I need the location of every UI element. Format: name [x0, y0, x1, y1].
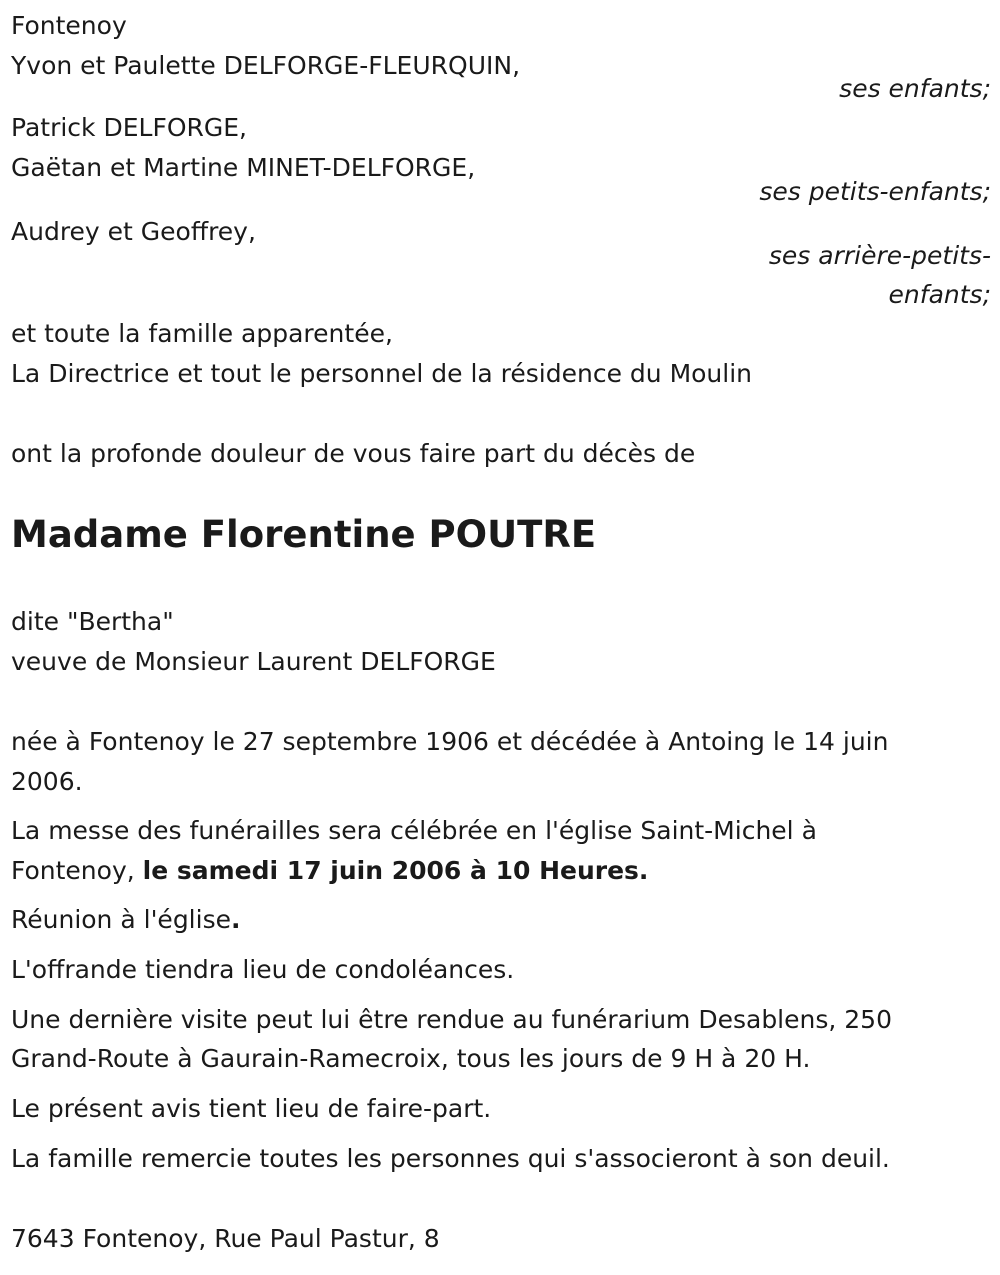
meeting-line: [11, 900, 240, 940]
family-address: 7643 Fontenoy, Rue Paul Pastur, 8: [11, 1224, 440, 1253]
announcement-text: ont la profonde douleur de vous faire part du décès de: [11, 439, 696, 468]
thanks-line: La famille remercie toutes les personnes qui s'associeront à son deuil.: [11, 1144, 890, 1173]
town-line: Fontenoy: [11, 11, 127, 40]
mass-date-time: le samedi 17 juin 2006 à 10 Heures.: [142, 856, 649, 885]
grandchild-name-1: Patrick DELFORGE,: [11, 113, 247, 142]
grandchild-name-2: Gaëtan et Martine MINET-DELFORGE,: [11, 153, 476, 182]
visit-line-2: Grand-Route à Gaurain-Ramecroix, tous les jours de 9 H à 20 H.: [11, 1044, 811, 1073]
extended-family: et toute la famille apparentée,: [11, 319, 393, 348]
birth-death-line-1: née à Fontenoy le 27 septembre 1906 et décédée à Antoing le 14 juin: [11, 727, 889, 756]
meeting-dot: .: [230, 905, 241, 934]
residence-staff: La Directrice et tout le personnel de la résidence du Moulin: [11, 359, 753, 388]
notice-line: Le présent avis tient lieu de faire-part.: [11, 1094, 492, 1123]
children-names: Yvon et Paulette DELFORGE-FLEURQUIN,: [11, 51, 521, 80]
great-grandchildren-names: Audrey et Geoffrey,: [11, 217, 256, 246]
children-role: ses enfants;: [839, 74, 991, 103]
grandchildren-role: ses petits-enfants;: [759, 177, 991, 206]
offering-line: L'offrande tiendra lieu de condoléances.: [11, 955, 515, 984]
mass-town: Fontenoy,: [11, 856, 143, 885]
meeting-text: Réunion à l'église: [11, 905, 231, 934]
birth-death-line-2: 2006.: [11, 767, 83, 796]
mass-line-1: La messe des funérailles sera célébrée en l'église Saint-Michel à: [11, 816, 817, 845]
deceased-spouse: veuve de Monsieur Laurent DELFORGE: [11, 647, 496, 676]
visit-line-1: Une dernière visite peut lui être rendue au funérarium Desablens, 250: [11, 1005, 892, 1034]
great-grandchildren-role-b: enfants;: [888, 280, 991, 309]
mass-line-2: [11, 851, 648, 891]
deceased-nickname: dite "Bertha": [11, 607, 174, 636]
great-grandchildren-role-a: ses arrière-petits-: [768, 241, 991, 270]
deceased-name: Madame Florentine POUTRE: [11, 513, 597, 556]
